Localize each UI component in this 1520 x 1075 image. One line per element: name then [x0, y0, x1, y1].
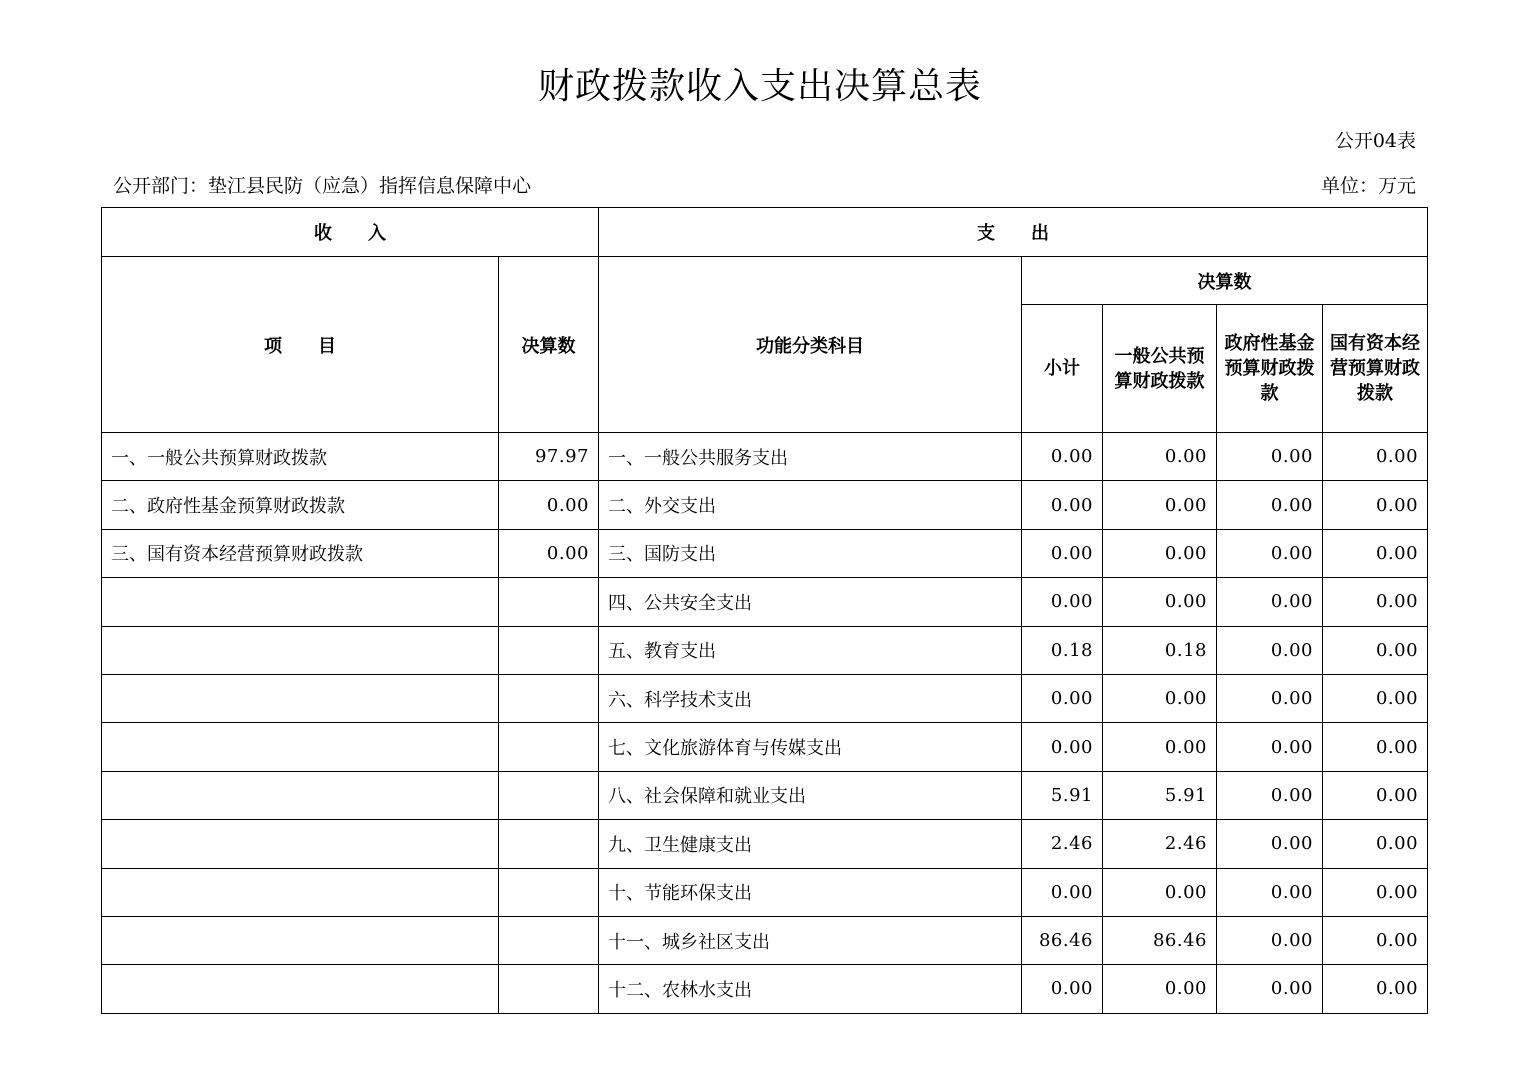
state-capital-cell: 0.00 [1323, 626, 1428, 674]
subtotal-header: 小计 [1022, 305, 1103, 433]
income-item-cell [102, 626, 499, 674]
gov-fund-cell: 0.00 [1217, 433, 1323, 481]
state-capital-cell: 0.00 [1323, 965, 1428, 1013]
subtotal-cell: 2.46 [1022, 820, 1103, 868]
state-capital-cell: 0.00 [1323, 771, 1428, 819]
subtotal-cell: 0.18 [1022, 626, 1103, 674]
state-capital-cell: 0.00 [1323, 529, 1428, 577]
table-row [102, 626, 1428, 674]
subtotal-cell: 0.00 [1022, 965, 1103, 1013]
subtotal-cell: 0.00 [1022, 578, 1103, 626]
department-label: 公开部门：垫江县民防（应急）指挥信息保障中心 [113, 175, 532, 197]
income-item-cell [102, 771, 499, 819]
expense-item-cell: 三、国防支出 [599, 529, 1022, 577]
state-capital-cell: 0.00 [1323, 674, 1428, 722]
table-row [102, 481, 1428, 529]
subtotal-cell: 0.00 [1022, 723, 1103, 771]
table-row [102, 916, 1428, 964]
income-amount-cell: 0.00 [499, 481, 599, 529]
gov-fund-cell: 0.00 [1217, 481, 1323, 529]
unit-label: 单位：万元 [1320, 175, 1416, 197]
page-title: 财政拨款收入支出决算总表 [537, 66, 982, 107]
income-amount-cell [499, 578, 599, 626]
expense-item-cell: 十一、城乡社区支出 [599, 916, 1022, 964]
table-row [102, 433, 1428, 481]
income-item-cell [102, 820, 499, 868]
expense-item-cell: 六、科学技术支出 [599, 674, 1022, 722]
table-row [102, 965, 1428, 1013]
general-budget-cell: 0.18 [1103, 626, 1217, 674]
income-amount-cell: 97.97 [499, 433, 599, 481]
budget-table [101, 207, 1428, 1014]
expense-item-cell: 八、社会保障和就业支出 [599, 771, 1022, 819]
general-budget-cell: 0.00 [1103, 481, 1217, 529]
table-row [102, 674, 1428, 722]
subtotal-cell: 5.91 [1022, 771, 1103, 819]
function-class-header: 功能分类科目 [599, 257, 1022, 433]
income-amount-cell [499, 965, 599, 1013]
gov-fund-cell: 0.00 [1217, 965, 1323, 1013]
expense-item-cell: 九、卫生健康支出 [599, 820, 1022, 868]
general-budget-cell: 0.00 [1103, 433, 1217, 481]
income-amount-cell [499, 771, 599, 819]
gov-fund-cell: 0.00 [1217, 578, 1323, 626]
general-budget-cell: 86.46 [1103, 916, 1217, 964]
gov-fund-cell: 0.00 [1217, 626, 1323, 674]
subtotal-cell: 0.00 [1022, 529, 1103, 577]
income-amount-cell [499, 916, 599, 964]
gov-fund-cell: 0.00 [1217, 529, 1323, 577]
gov-fund-header: 政府性基金预算财政拨款 [1217, 305, 1323, 433]
gov-fund-cell: 0.00 [1217, 868, 1323, 916]
general-budget-cell: 0.00 [1103, 965, 1217, 1013]
general-budget-cell: 0.00 [1103, 674, 1217, 722]
expense-item-cell: 十二、农林水支出 [599, 965, 1022, 1013]
state-capital-cell: 0.00 [1323, 820, 1428, 868]
table-row [102, 868, 1428, 916]
state-capital-cell: 0.00 [1323, 916, 1428, 964]
expense-item-cell: 四、公共安全支出 [599, 578, 1022, 626]
subtotal-cell: 0.00 [1022, 674, 1103, 722]
general-budget-cell: 0.00 [1103, 529, 1217, 577]
subtotal-cell: 86.46 [1022, 916, 1103, 964]
income-amount-cell [499, 820, 599, 868]
income-item-cell [102, 723, 499, 771]
general-budget-header: 一般公共预算财政拨款 [1103, 305, 1217, 433]
general-budget-cell: 2.46 [1103, 820, 1217, 868]
item-header: 项 目 [102, 257, 499, 433]
expense-item-cell: 五、教育支出 [599, 626, 1022, 674]
state-capital-cell: 0.00 [1323, 481, 1428, 529]
table-row [102, 771, 1428, 819]
expense-item-cell: 一、一般公共服务支出 [599, 433, 1022, 481]
final-amount-header: 决算数 [499, 257, 599, 433]
gov-fund-cell: 0.00 [1217, 820, 1323, 868]
general-budget-cell: 5.91 [1103, 771, 1217, 819]
subtotal-cell: 0.00 [1022, 481, 1103, 529]
income-item-cell [102, 916, 499, 964]
table-row [102, 723, 1428, 771]
income-amount-cell [499, 626, 599, 674]
income-amount-cell: 0.00 [499, 529, 599, 577]
income-item-cell [102, 965, 499, 1013]
expense-header: 支 出 [599, 208, 1428, 257]
income-item-cell [102, 868, 499, 916]
general-budget-cell: 0.00 [1103, 723, 1217, 771]
state-capital-cell: 0.00 [1323, 578, 1428, 626]
table-row [102, 529, 1428, 577]
income-amount-cell [499, 723, 599, 771]
state-capital-cell: 0.00 [1323, 433, 1428, 481]
general-budget-cell: 0.00 [1103, 868, 1217, 916]
gov-fund-cell: 0.00 [1217, 916, 1323, 964]
final-group-header: 决算数 [1022, 257, 1428, 305]
income-item-cell [102, 578, 499, 626]
form-number: 公开04表 [1334, 130, 1416, 152]
table-row [102, 578, 1428, 626]
subtotal-cell: 0.00 [1022, 433, 1103, 481]
state-capital-cell: 0.00 [1323, 868, 1428, 916]
table-row [102, 820, 1428, 868]
gov-fund-cell: 0.00 [1217, 723, 1323, 771]
state-capital-header: 国有资本经营预算财政拨款 [1323, 305, 1428, 433]
income-item-cell: 三、国有资本经营预算财政拨款 [102, 529, 499, 577]
gov-fund-cell: 0.00 [1217, 771, 1323, 819]
income-amount-cell [499, 674, 599, 722]
state-capital-cell: 0.00 [1323, 723, 1428, 771]
income-item-cell [102, 674, 499, 722]
expense-item-cell: 七、文化旅游体育与传媒支出 [599, 723, 1022, 771]
income-header: 收 入 [102, 208, 599, 257]
expense-item-cell: 二、外交支出 [599, 481, 1022, 529]
expense-item-cell: 十、节能环保支出 [599, 868, 1022, 916]
income-item-cell: 二、政府性基金预算财政拨款 [102, 481, 499, 529]
general-budget-cell: 0.00 [1103, 578, 1217, 626]
income-amount-cell [499, 868, 599, 916]
gov-fund-cell: 0.00 [1217, 674, 1323, 722]
subtotal-cell: 0.00 [1022, 868, 1103, 916]
income-item-cell: 一、一般公共预算财政拨款 [102, 433, 499, 481]
